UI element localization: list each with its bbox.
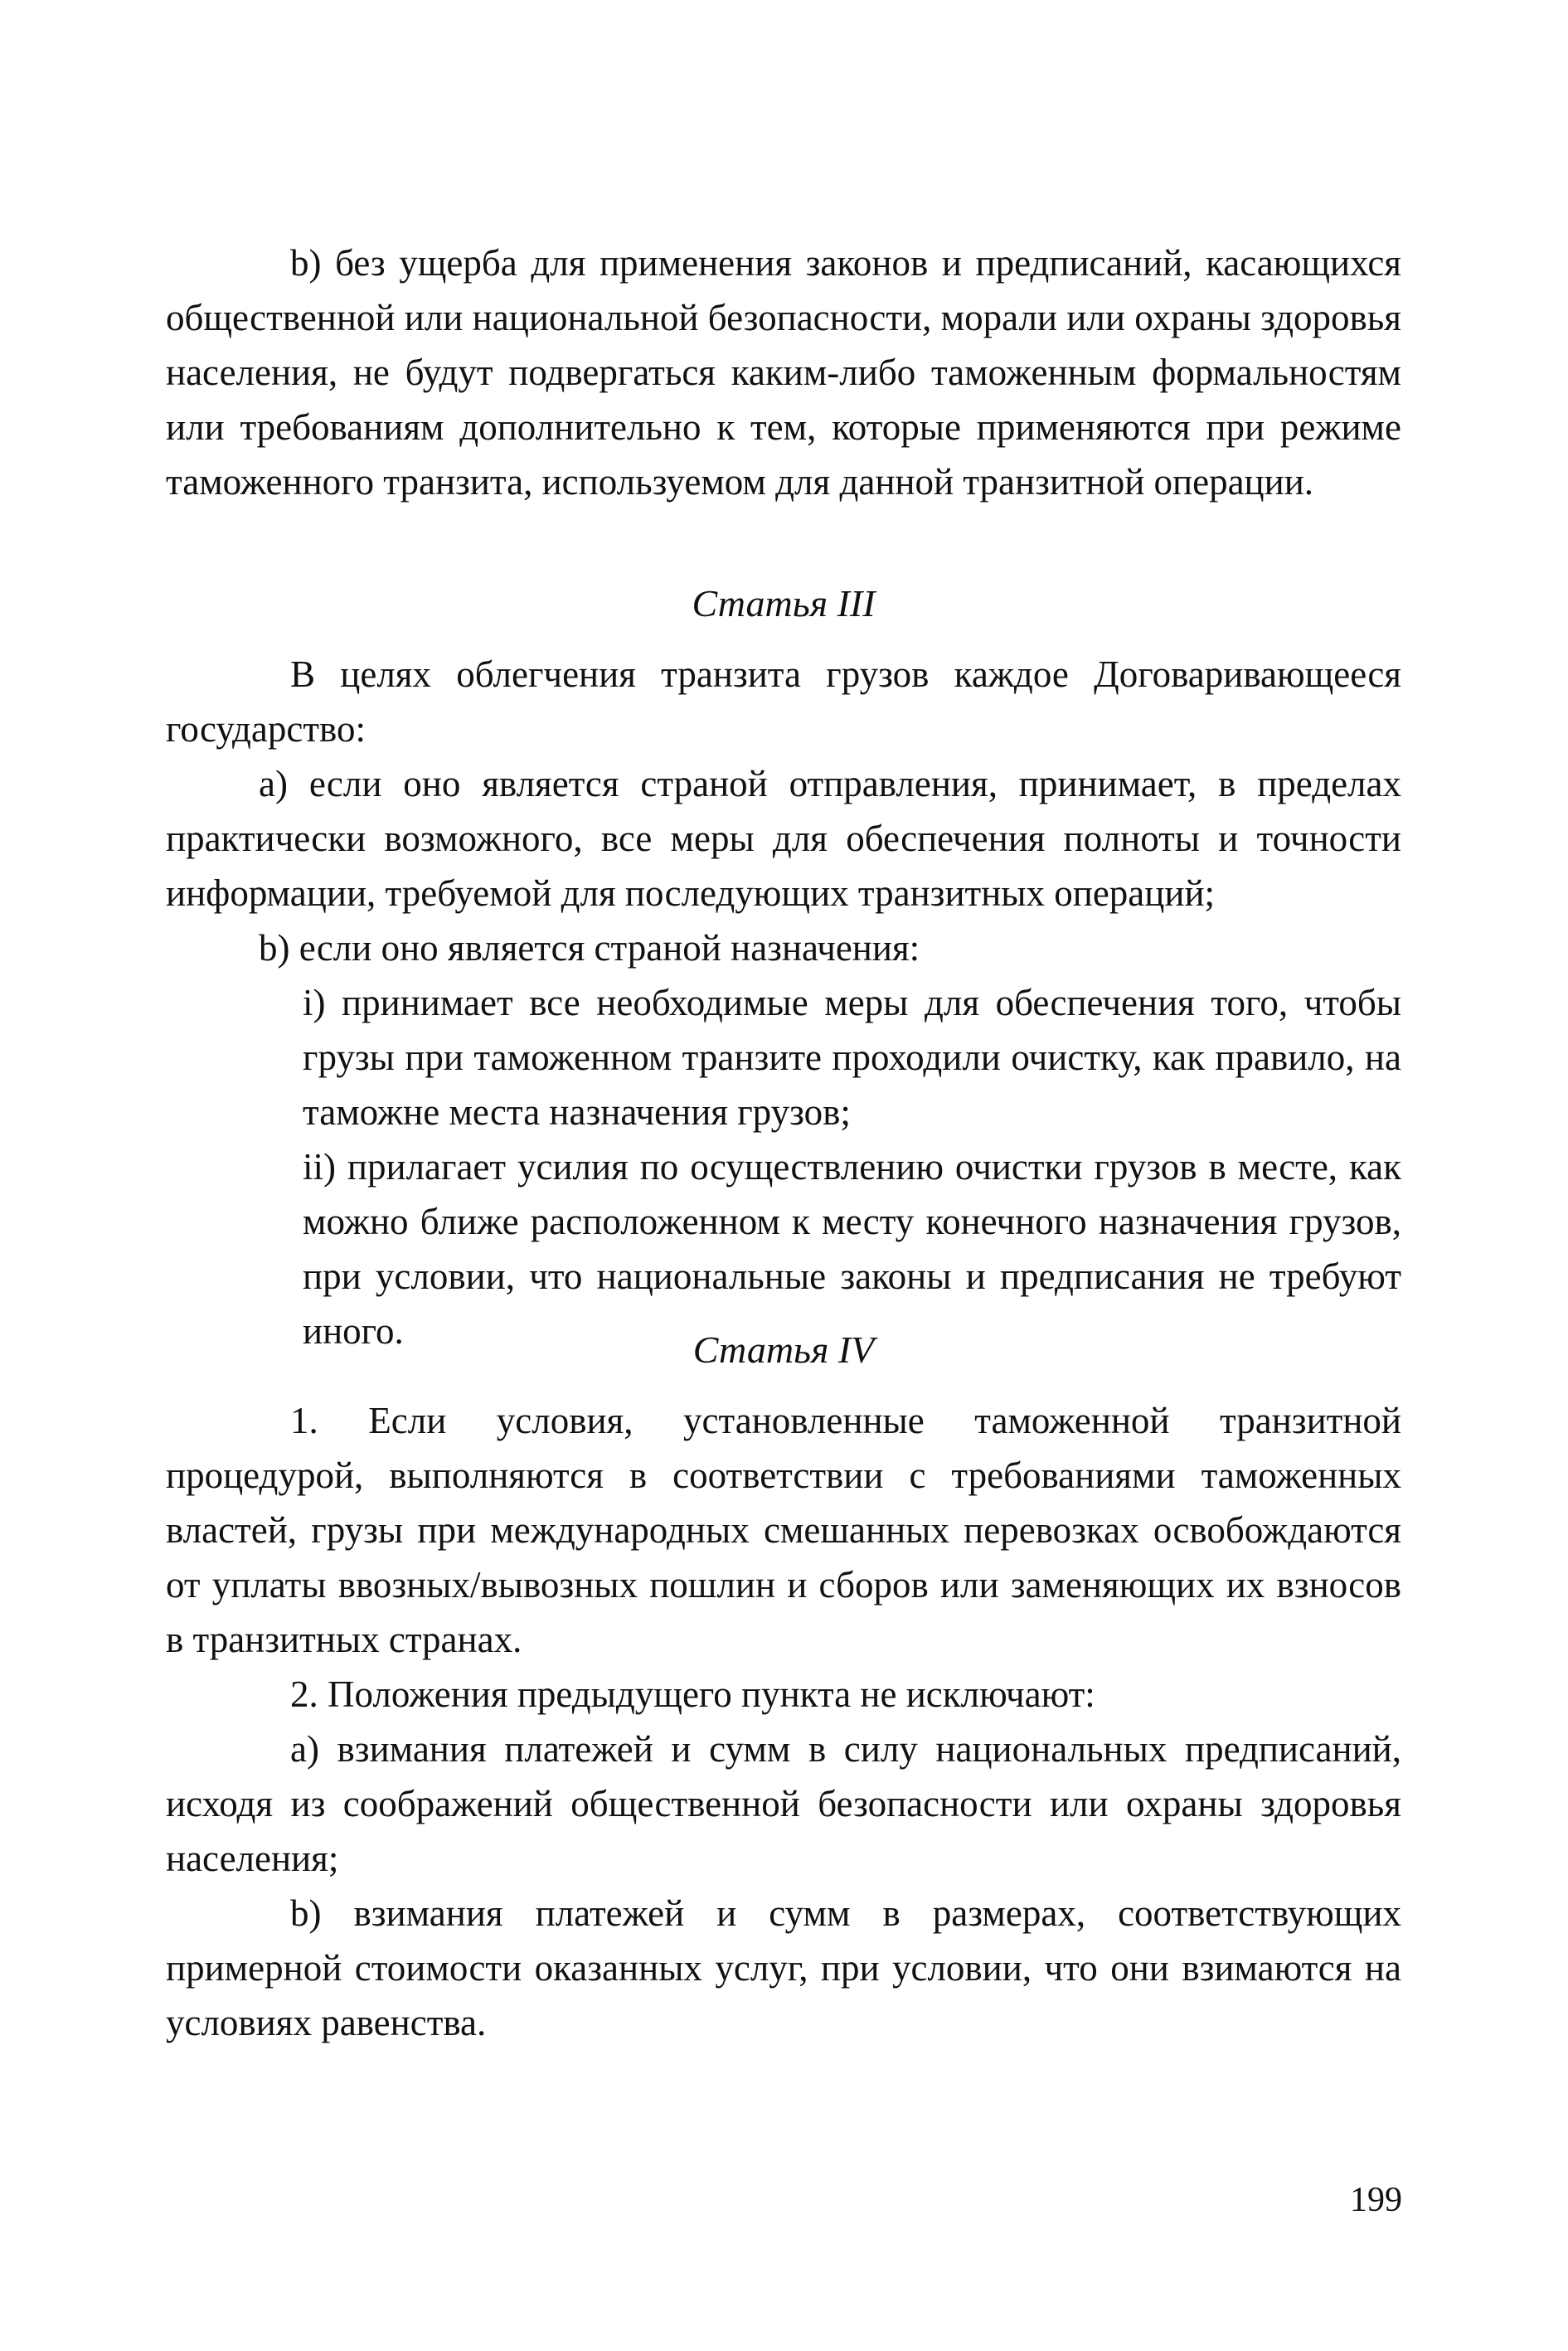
- paragraph-b-continuation: b) без ущерба для применения законов и предписаний, касающихся общественной или национальной безопасности, морали или охраны здоровья населения, не будут подвергаться каким-либо таможенным формальностям или требованиям дополнительно к тем, которые применяются при режиме таможенного транзита, используемом для данной транзитной операции.: [166, 242, 1401, 503]
- page-number: 199: [1350, 2181, 1402, 2219]
- article-3-body: [166, 647, 1401, 1358]
- article-4-point-2-a: a) взимания платежей и сумм в силу национальных предписаний, исходя из соображений общественной безопасности или охраны здоровья населения;: [166, 1728, 1401, 1879]
- article-4-body: [166, 1393, 1401, 2050]
- article-3-subitem-ii: ii) прилагает усилия по осуществлению очистки грузов в месте, как можно ближе расположенном к месту конечного назначения грузов, при условии, что национальные законы и предписания не требуют иного.: [303, 1146, 1401, 1352]
- article-3-item-a: a) если оно является страной отправления, принимает, в пределах практически возможного, все меры для обеспечения полноты и точности информации, требуемой для последующих транзитных операций;: [166, 763, 1401, 914]
- continuation-section: [166, 236, 1401, 509]
- article-3-heading: Статья III: [692, 582, 876, 624]
- article-3-heading-wrapper: [166, 576, 1401, 631]
- article-3-item-b: b) если оно является страной назначения:: [259, 927, 920, 969]
- article-4-point-2: 2. Положения предыдущего пункта не исключают:: [290, 1673, 1095, 1715]
- article-4-heading-wrapper: [166, 1323, 1401, 1377]
- article-3-intro: В целях облегчения транзита грузов каждое Договаривающееся государство:: [166, 653, 1401, 750]
- article-4-point-2-b: b) взимания платежей и сумм в размерах, соответствующих примерной стоимости оказанных услуг, при условии, что они взимаются на условиях равенства.: [166, 1892, 1401, 2043]
- article-4-point-1: 1. Если условия, установленные таможенной транзитной процедурой, выполняются в соответствии с требованиями таможенных властей, грузы при международных смешанных перевозках освобождаются от уплаты ввозных/вывозных пошлин и сборов или заменяющих их взносов в транзитных странах.: [166, 1400, 1401, 1660]
- article-4-heading: Статья IV: [692, 1329, 875, 1371]
- article-3-subitem-i: i) принимает все необходимые меры для обеспечения того, чтобы грузы при таможенном транзите проходили очистку, как правило, на таможне места назначения грузов;: [303, 982, 1401, 1133]
